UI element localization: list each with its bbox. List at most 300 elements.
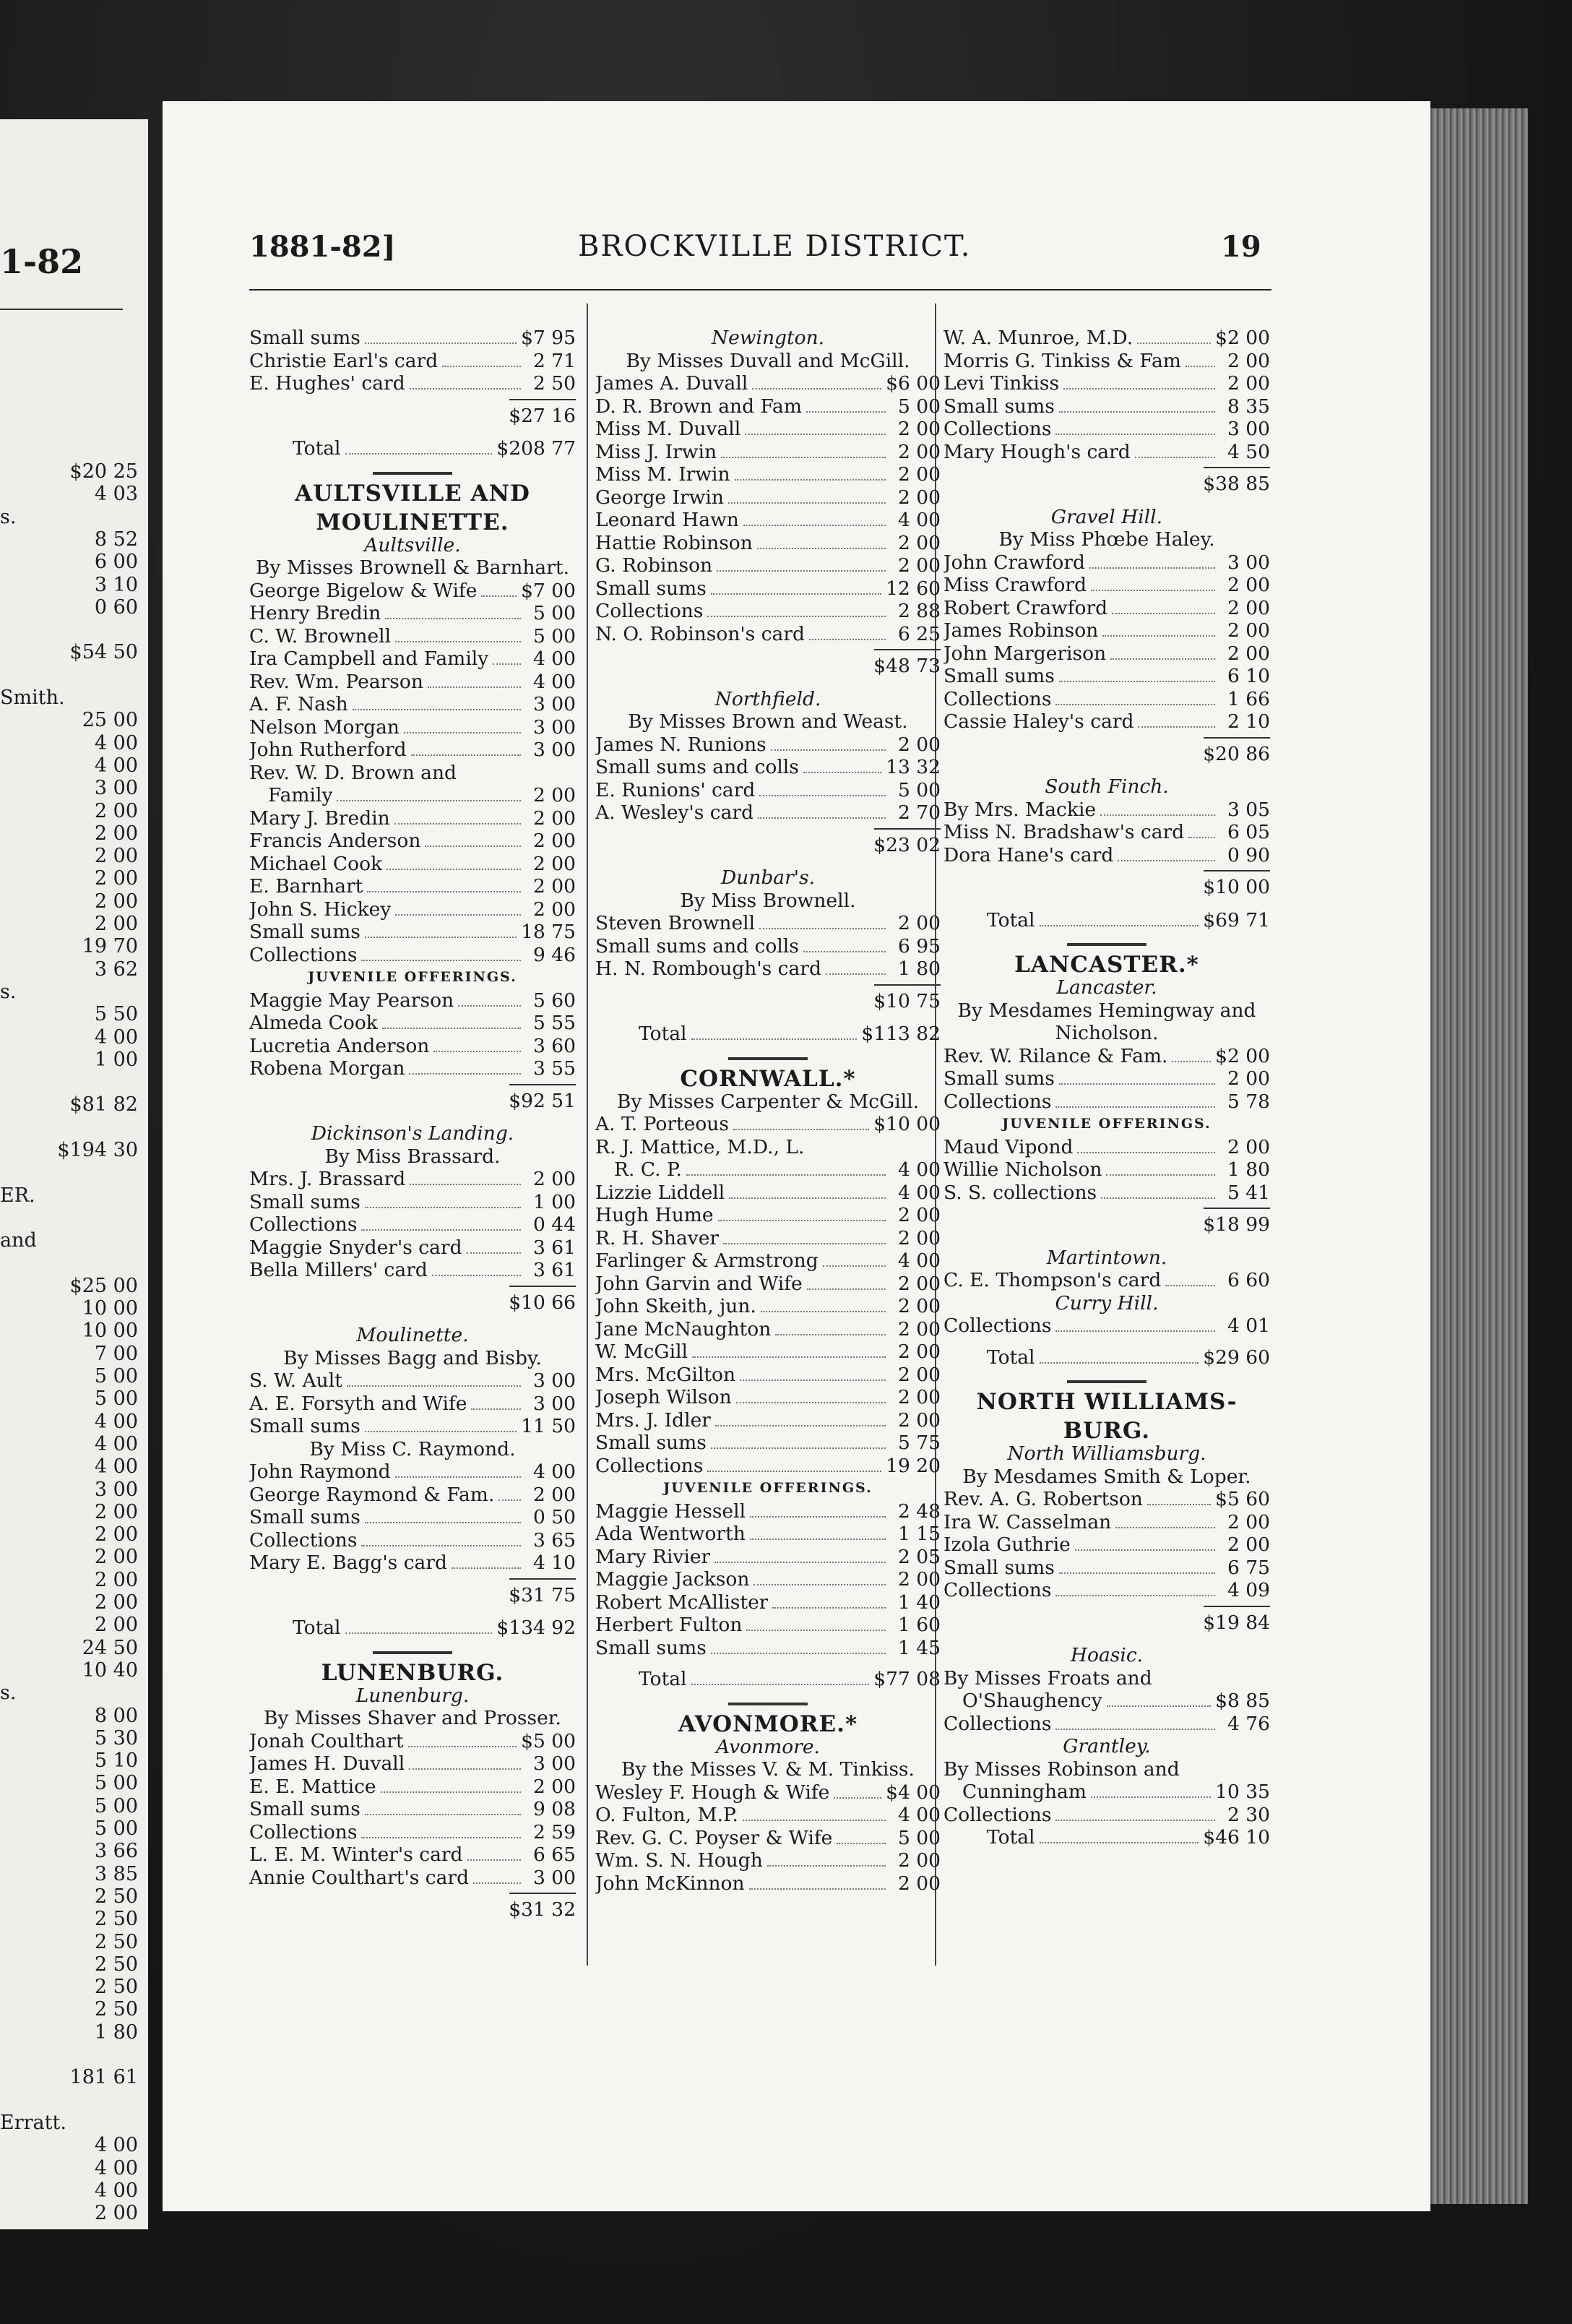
- donor-name: Miss J. Irwin: [595, 440, 717, 463]
- total-label: Total: [639, 1023, 687, 1045]
- subtotal: [595, 825, 941, 867]
- left-page-fragment-text: 7 00: [94, 1342, 138, 1365]
- donor-name: E. Barnhart: [249, 875, 363, 898]
- donor-name: Collections: [595, 600, 704, 622]
- amount: 9 08: [532, 1798, 576, 1820]
- amount: 2 00: [897, 1317, 941, 1340]
- ledger-entry: [249, 1259, 576, 1282]
- amount: 2 48: [897, 1499, 941, 1523]
- place-name: Dickinson's Landing.: [311, 1122, 514, 1145]
- collectors-line: By Misses Carpenter & McGill.: [616, 1090, 920, 1113]
- amount: 2 00: [532, 806, 576, 830]
- circuit-heading: MOULINETTE.: [316, 509, 509, 535]
- amount: 5 00: [897, 1826, 941, 1849]
- dot-leader: [718, 1220, 886, 1221]
- donor-name: A. T. Porteous: [595, 1113, 729, 1135]
- ledger-entry: [595, 1637, 941, 1660]
- left-page-fragment: [0, 119, 148, 2229]
- donor-name: Ira W. Casselman: [943, 1510, 1112, 1533]
- subtotal-rule: [1204, 1606, 1270, 1607]
- amount: 4 00: [532, 670, 576, 693]
- amount: 3 00: [532, 739, 576, 761]
- juvenile-offerings-label: JUVENILE OFFERINGS.: [663, 1480, 873, 1496]
- ledger-entry: [249, 1213, 576, 1236]
- left-page-fragment-text: 10 40: [82, 1658, 138, 1682]
- ledger-entry: [595, 372, 941, 395]
- ledger-entry: [249, 372, 576, 395]
- ledger-entry: [249, 1529, 576, 1552]
- amount: 3 65: [532, 1528, 576, 1552]
- dot-leader: [365, 1814, 521, 1815]
- ledger-entry: [943, 441, 1270, 464]
- donor-name: Wesley F. Hough & Wife: [595, 1781, 830, 1804]
- donor-name: A. E. Forsyth and Wife: [249, 1392, 467, 1415]
- dot-leader: [410, 388, 521, 390]
- subtotal: [943, 1204, 1270, 1247]
- left-page-fragment-text: 0 60: [94, 595, 138, 619]
- amount: 1 80: [1227, 1158, 1270, 1181]
- dot-leader: [743, 525, 886, 526]
- ledger-entry: [595, 463, 941, 486]
- left-page-fragment-text: 181 61: [69, 2066, 138, 2089]
- left-page-fragment-text: 5 00: [94, 1387, 138, 1411]
- donor-name: Michael Cook: [249, 852, 383, 875]
- left-page-fragment-text: 3 00: [94, 777, 138, 800]
- ledger-entry: [595, 1182, 941, 1205]
- amount: 2 00: [532, 898, 576, 921]
- place-name: Newington.: [711, 327, 825, 349]
- dot-leader: [381, 1791, 521, 1793]
- amount: 3 61: [532, 1236, 576, 1259]
- dot-leader: [733, 1129, 869, 1130]
- subtotal-amount: $19 84: [1203, 1611, 1270, 1634]
- left-page-fragment-text: 8 00: [94, 1704, 138, 1727]
- subtotal-amount: $20 86: [1203, 742, 1270, 765]
- donor-name: Robert McAllister: [595, 1591, 769, 1614]
- dot-leader: [728, 502, 886, 504]
- section-separator: [373, 1651, 452, 1654]
- dot-leader: [803, 772, 881, 773]
- ledger-entry: [595, 912, 941, 935]
- left-page-fragment-text: 3 10: [94, 573, 138, 596]
- donor-name: E. Hughes' card: [249, 372, 405, 395]
- ledger-entry: [249, 762, 576, 785]
- donor-name: Maggie May Pearson: [249, 989, 454, 1012]
- amount: 18 75: [521, 921, 576, 943]
- amount: 4 00: [897, 1249, 941, 1272]
- dot-leader: [1147, 1504, 1211, 1505]
- ledger-entry: [595, 509, 941, 532]
- ledger-entry: [943, 1158, 1270, 1182]
- left-page-fragment-text: 2 50: [94, 1998, 138, 2021]
- subtotal: [595, 981, 941, 1023]
- amount: 3 00: [532, 1369, 576, 1392]
- subtotal-amount: $10 66: [509, 1291, 576, 1314]
- ledger-entry: [595, 957, 941, 981]
- left-page-fragment-text: 24 50: [82, 1636, 138, 1659]
- donor-name: Mary J. Bredin: [249, 806, 390, 830]
- donor-name: John Rutherford: [249, 739, 407, 761]
- section-separator: [728, 1057, 808, 1060]
- donor-name: Small sums: [249, 1506, 360, 1528]
- dot-leader: [1055, 1729, 1215, 1730]
- left-page-fragment-text: 1 80: [94, 2020, 138, 2044]
- subtotal: [249, 1575, 576, 1617]
- amount: $2 00: [1215, 327, 1270, 349]
- left-page-fragment-text: 5 00: [94, 1794, 138, 1817]
- donor-name: C. E. Thompson's card: [943, 1269, 1162, 1291]
- donor-name: Lizzie Liddell: [595, 1181, 725, 1204]
- donor-name: Maggie Snyder's card: [249, 1236, 462, 1259]
- ledger-entry: [595, 623, 941, 646]
- amount: 2 00: [897, 1272, 941, 1295]
- amount: $69 71: [1203, 908, 1270, 931]
- donor-name: E. Runions' card: [595, 778, 756, 801]
- dot-leader: [1059, 1572, 1215, 1574]
- ledger-entry: [595, 1523, 941, 1546]
- donor-name: Ira Campbell and Family: [249, 647, 489, 670]
- donor-name: James H. Duvall: [249, 1752, 405, 1775]
- dot-leader: [1107, 1705, 1211, 1707]
- ledger-entry: [595, 1849, 941, 1872]
- donor-name: E. E. Mattice: [249, 1775, 376, 1798]
- dot-leader: [394, 823, 521, 825]
- total-label: Total: [639, 1668, 687, 1690]
- dot-leader: [442, 366, 521, 367]
- donor-name: O'Shaughency: [962, 1690, 1102, 1712]
- amount: 2 00: [1227, 1067, 1270, 1090]
- left-page-fragment-text: 2 00: [94, 1591, 138, 1614]
- ledger-entry: [595, 441, 941, 464]
- amount: 5 00: [532, 624, 576, 647]
- ledger-entry: [595, 395, 941, 418]
- amount: $5 60: [1215, 1488, 1270, 1510]
- ledger-entry: [249, 1484, 576, 1507]
- ledger-entry: [943, 1182, 1270, 1205]
- ledger-entry: [249, 1798, 576, 1821]
- subtotal: [249, 1282, 576, 1325]
- dot-leader: [809, 639, 886, 640]
- donor-name: R. J. Mattice, M.D., L.: [595, 1135, 805, 1158]
- ledger-entry: [943, 1269, 1270, 1292]
- page-header-year: 1881-82]: [249, 230, 396, 264]
- amount: 3 00: [532, 1392, 576, 1415]
- amount: 1 66: [1227, 687, 1270, 710]
- left-page-fragment-text: 2 00: [94, 845, 138, 868]
- amount: 2 00: [897, 1363, 941, 1386]
- amount: 6 60: [1227, 1269, 1270, 1291]
- donor-name: Cunningham: [962, 1781, 1087, 1803]
- subtotal-rule: [1204, 1208, 1270, 1209]
- ledger-entry: [249, 1552, 576, 1575]
- subtotal-amount: $10 00: [1203, 876, 1270, 898]
- subtotal-rule: [1204, 737, 1270, 739]
- place-name: Northfield.: [714, 687, 821, 710]
- donor-name: John Margerison: [943, 642, 1107, 665]
- collectors-line: By the Misses V. & M. Tinkiss.: [621, 1758, 915, 1781]
- donor-name: Ada Wentworth: [595, 1523, 746, 1545]
- dot-leader: [707, 1471, 881, 1472]
- ledger-entry: [943, 642, 1270, 666]
- ledger-entry: [943, 1781, 1270, 1804]
- circuit-heading: AVONMORE.*: [678, 1710, 858, 1737]
- left-page-fragment-text: 2 00: [94, 1546, 138, 1569]
- left-page-fragment-text: 2 00: [94, 867, 138, 890]
- amount: 5 00: [897, 778, 941, 801]
- ledger-entry: [249, 671, 576, 694]
- ledger-entry: [595, 756, 941, 779]
- dot-leader: [746, 1630, 886, 1631]
- ledger-entry: [249, 1057, 576, 1080]
- ledger-entry: [595, 801, 941, 825]
- left-page-fragment-text: 2 00: [94, 890, 138, 913]
- ledger-entry: [595, 1249, 941, 1273]
- amount: 5 60: [532, 989, 576, 1012]
- donor-name: Izola Guthrie: [943, 1533, 1071, 1556]
- collectors-line: By Miss Brownell.: [680, 889, 856, 912]
- dot-leader: [723, 1243, 886, 1244]
- dot-leader: [382, 1028, 521, 1029]
- column-1: [249, 327, 576, 1932]
- ledger-entry: [943, 1136, 1270, 1159]
- amount: 2 00: [1227, 596, 1270, 619]
- donor-name: Collections: [943, 1090, 1052, 1113]
- donor-name: Collections: [943, 1579, 1052, 1601]
- ledger-entry: [249, 1415, 576, 1438]
- ledger-entry: [595, 1781, 941, 1804]
- dot-leader: [458, 1005, 521, 1007]
- amount: 2 00: [897, 912, 941, 934]
- donor-name: Collections: [943, 1803, 1052, 1826]
- amount: 3 00: [532, 1752, 576, 1775]
- ledger-entry: [249, 1012, 576, 1035]
- left-page-header: 1-82: [0, 242, 84, 281]
- page-number: 19: [1221, 230, 1261, 264]
- donor-name: Miss M. Irwin: [595, 463, 730, 486]
- left-page-fragment-text: 2 50: [94, 1908, 138, 1931]
- collectors-line: By Misses Brown and Weast.: [628, 710, 908, 733]
- left-page-fragment-text: 10 00: [82, 1320, 138, 1343]
- amount: 4 00: [532, 1460, 576, 1483]
- dot-leader: [409, 1073, 521, 1075]
- total-row: [249, 1617, 576, 1640]
- donor-name: W. A. Munroe, M.D.: [943, 327, 1133, 349]
- amount: 2 00: [1227, 1135, 1270, 1158]
- amount: 2 00: [897, 463, 941, 486]
- place-name: Moulinette.: [356, 1324, 469, 1346]
- donor-name: Family: [268, 784, 333, 806]
- section-separator: [728, 1703, 808, 1705]
- dot-leader: [1115, 1527, 1215, 1528]
- circuit-heading: NORTH WILLIAMS-: [976, 1389, 1238, 1415]
- left-page-fragment-text: 4 00: [94, 1432, 138, 1455]
- place-name: Martintown.: [1046, 1246, 1167, 1269]
- donor-name: Small sums: [249, 1190, 360, 1213]
- ledger-entry: [595, 1340, 941, 1364]
- donor-name: Collections: [249, 1820, 358, 1843]
- ledger-entry: [943, 1690, 1270, 1713]
- amount: 5 78: [1227, 1090, 1270, 1113]
- amount: 2 00: [1227, 1510, 1270, 1533]
- subtotal-amount: $31 75: [509, 1583, 576, 1606]
- amount: $29 60: [1203, 1346, 1270, 1369]
- dot-leader: [1063, 388, 1215, 390]
- dot-leader: [481, 595, 517, 597]
- left-page-fragment-text: $54 50: [69, 641, 138, 664]
- ledger-entry: [249, 693, 576, 716]
- donor-name: S. S. collections: [943, 1181, 1097, 1204]
- amount: 2 10: [1227, 710, 1270, 733]
- donor-name: Morris G. Tinkiss & Fam: [943, 349, 1181, 372]
- ledger-entry: [249, 1035, 576, 1058]
- dot-leader: [353, 709, 521, 710]
- ledger-entry: [249, 807, 576, 830]
- left-page-fragment-text: 3 66: [94, 1840, 138, 1863]
- subtotal: [943, 733, 1270, 776]
- ledger-entry: [595, 1113, 941, 1136]
- header-rule: [249, 289, 1271, 290]
- total-row: [943, 909, 1270, 932]
- donor-name: Rev. G. C. Poyser & Wife: [595, 1826, 833, 1849]
- left-page-fragment-text: 2 00: [94, 799, 138, 822]
- ledger-entry: [249, 1460, 576, 1484]
- ledger-entry: [249, 580, 576, 603]
- donor-name: Collections: [943, 1712, 1052, 1735]
- total-row: [595, 1023, 941, 1046]
- dot-leader: [345, 453, 493, 455]
- amount: $8 85: [1215, 1690, 1270, 1712]
- subtotal: [943, 866, 1270, 909]
- ledger-entry: [249, 1393, 576, 1416]
- total-row: [249, 437, 576, 460]
- ledger-entry: [595, 1500, 941, 1523]
- amount: 2 59: [532, 1820, 576, 1843]
- ledger-entry: [249, 921, 576, 944]
- ledger-entry: [943, 1713, 1270, 1736]
- dot-leader: [740, 1380, 886, 1381]
- amount: 4 01: [1227, 1314, 1270, 1337]
- donor-name: Hattie Robinson: [595, 531, 753, 554]
- total-label: Total: [987, 1826, 1035, 1849]
- ledger-entry: [249, 647, 576, 671]
- amount: 2 00: [897, 733, 941, 756]
- amount: 9 46: [532, 943, 576, 966]
- amount: 12 60: [886, 577, 941, 600]
- dot-leader: [750, 1538, 886, 1540]
- dot-leader: [711, 1447, 886, 1449]
- dot-leader: [404, 732, 521, 733]
- amount: 2 88: [897, 600, 941, 622]
- column-divider: [587, 304, 588, 1966]
- ledger-entry: [943, 1067, 1270, 1090]
- collectors-line: By Mesdames Smith & Loper.: [962, 1465, 1251, 1488]
- dot-leader: [729, 1197, 886, 1199]
- dot-leader: [1188, 837, 1215, 838]
- left-page-fragment-text: s.: [0, 980, 17, 1003]
- ledger-entry: [249, 898, 576, 921]
- subtotal-rule: [874, 984, 941, 986]
- donor-name: Mrs. McGilton: [595, 1363, 736, 1386]
- donor-name: Mrs. J. Brassard: [249, 1168, 406, 1190]
- subtotal-rule: [874, 828, 941, 830]
- dot-leader: [1100, 814, 1215, 816]
- ledger-entry: [595, 554, 941, 577]
- donor-name: Miss M. Duvall: [595, 418, 741, 440]
- subtotal-rule: [1204, 870, 1270, 872]
- donor-name: Collections: [943, 1314, 1052, 1337]
- left-page-fragment-text: 2 00: [94, 1523, 138, 1546]
- section-separator: [1067, 1380, 1146, 1383]
- place-name: Curry Hill.: [1055, 1291, 1159, 1314]
- subtotal-rule: [509, 1578, 576, 1580]
- amount: 2 00: [1227, 619, 1270, 642]
- dot-leader: [1040, 1842, 1199, 1843]
- amount: 2 00: [532, 784, 576, 806]
- book-page-edges: [1427, 108, 1528, 2204]
- donor-name: Jane McNaughton: [595, 1317, 772, 1340]
- amount: 5 00: [532, 602, 576, 624]
- amount: 4 00: [897, 1158, 941, 1181]
- subtotal-amount: $18 99: [1203, 1213, 1270, 1236]
- donor-name: John McKinnon: [595, 1872, 745, 1895]
- ledger-entry: [943, 1090, 1270, 1114]
- collectors-line: By Mesdames Hemingway and: [957, 999, 1256, 1022]
- dot-leader: [736, 1402, 886, 1403]
- left-page-fragment-text: 2 50: [94, 1976, 138, 1999]
- collectors-line: By Miss Brassard.: [324, 1145, 501, 1168]
- place-name: Lancaster.: [1056, 976, 1157, 999]
- donor-name: Leonard Hawn: [595, 509, 739, 531]
- donor-name: Almeda Cook: [249, 1012, 378, 1034]
- dot-leader: [823, 1265, 886, 1267]
- ledger-entry: [595, 532, 941, 555]
- donor-name: A. Wesley's card: [595, 801, 754, 824]
- left-page-fragment-text: 3 00: [94, 1478, 138, 1501]
- left-page-fragment-text: 1 00: [94, 1048, 138, 1071]
- ledger-entry: [249, 1776, 576, 1799]
- amount: 13 32: [886, 756, 941, 778]
- dot-leader: [1118, 860, 1215, 861]
- donor-name: John Crawford: [943, 551, 1085, 574]
- left-page-fragment-text: 2 50: [94, 1930, 138, 1953]
- dot-leader: [806, 411, 886, 413]
- donor-name: George Raymond & Fam.: [249, 1483, 495, 1506]
- dot-leader: [1172, 1061, 1211, 1062]
- ledger-entry: [595, 733, 941, 757]
- dot-leader: [711, 1653, 886, 1654]
- place-name: Avonmore.: [716, 1735, 820, 1758]
- circuit-heading: LUNENBURG.: [321, 1659, 504, 1686]
- left-page-fragment-text: ER.: [0, 1184, 35, 1207]
- left-page-fragment-text: 4 00: [94, 1025, 138, 1049]
- donor-name: R. H. Shaver: [595, 1226, 720, 1249]
- amount: 3 05: [1227, 798, 1270, 821]
- donor-name: Small sums: [595, 577, 707, 600]
- subtotal: [595, 645, 941, 688]
- place-name: Dunbar's.: [720, 866, 816, 889]
- amount: 4 00: [897, 1804, 941, 1826]
- ledger-entry: [249, 327, 576, 350]
- amount: 1 80: [897, 957, 941, 980]
- donor-name: H. N. Rombough's card: [595, 957, 821, 980]
- donor-name: L. E. M. Winter's card: [249, 1843, 463, 1866]
- column-3: [943, 327, 1270, 1849]
- ledger-entry: [595, 1158, 941, 1182]
- donor-name: Rev. A. G. Robertson: [943, 1488, 1143, 1510]
- amount: 2 00: [1227, 574, 1270, 596]
- ledger-entry: [943, 1314, 1270, 1338]
- dot-leader: [493, 663, 521, 665]
